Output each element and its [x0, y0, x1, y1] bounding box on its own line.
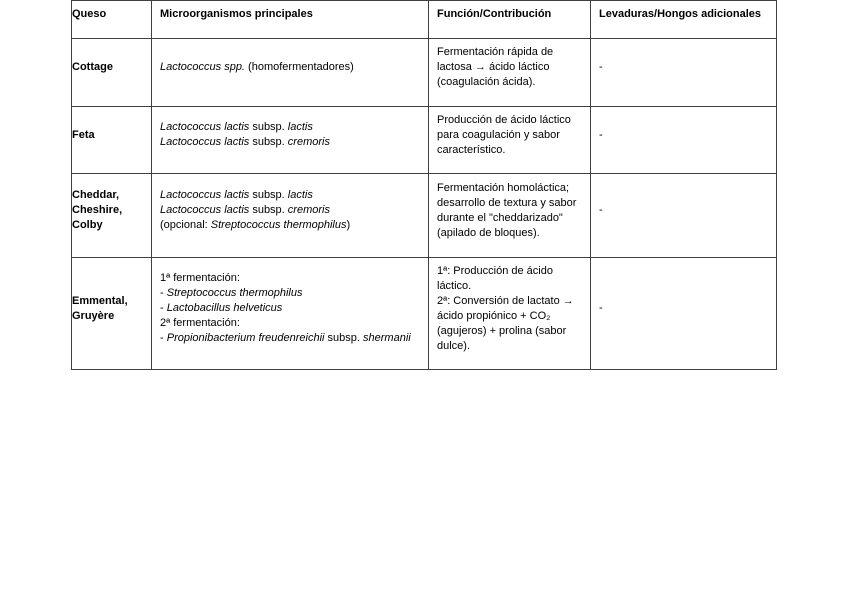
species-name: Lactococcus spp.	[160, 61, 245, 73]
microorganism-line	[160, 135, 420, 150]
function-line: desarrollo de textura y sabor	[437, 196, 577, 209]
cheese-name: Cottage	[72, 61, 113, 73]
microorganism-line	[160, 218, 420, 233]
cheese-name: Cheshire,	[72, 204, 123, 216]
microorganism-line	[160, 203, 420, 218]
function-line: 2ª: Conversión de lactato →	[437, 294, 574, 307]
function-line: (coagulación ácida).	[437, 76, 536, 88]
list-dash: -	[160, 287, 167, 299]
cheese-name: Feta	[72, 128, 95, 141]
species-name: Lactococcus lactis	[160, 121, 250, 133]
microorganism-line	[160, 301, 420, 316]
cheese-name-cell	[72, 107, 152, 174]
function-line: Fermentación homoláctica;	[437, 181, 570, 194]
function-line: (agujeros) + prolina (sabor	[437, 324, 567, 337]
microorganisms-cell	[152, 174, 429, 258]
stage-label: 1ª fermentación:	[160, 272, 240, 284]
yeasts-fungi-cell	[591, 174, 777, 258]
microorganism-line	[160, 120, 420, 135]
function-line: (apilado de bloques).	[437, 226, 540, 239]
subspecies-name: cremoris	[287, 136, 330, 148]
list-dash: -	[160, 332, 167, 344]
microorganism-line	[160, 60, 420, 75]
fermentation-stage-label	[160, 316, 420, 331]
yeasts-fungi-value: -	[599, 204, 603, 216]
subspecies-name: lactis	[287, 121, 313, 133]
species-name: Propionibacterium freudenreichii	[166, 332, 325, 344]
header-label: Función/Contribución	[437, 8, 552, 20]
cheese-name: Emmental,	[72, 294, 128, 307]
microorganism-line	[160, 331, 420, 346]
yeasts-fungi-value: -	[599, 302, 603, 314]
function-cell	[429, 107, 591, 174]
stage-label: 2ª fermentación:	[160, 317, 240, 329]
microorganism-line	[160, 188, 420, 203]
subspecies-name: lactis	[287, 189, 313, 201]
species-name: Lactococcus lactis	[160, 204, 250, 216]
cheese-name: Gruyère	[72, 309, 115, 322]
fermentation-stage-label	[160, 271, 420, 286]
function-line: Producción de ácido láctico	[437, 113, 571, 126]
optional-suffix: )	[346, 219, 351, 231]
subspecies-prefix: subsp.	[249, 121, 288, 133]
function-line: Fermentación rápida de	[437, 46, 554, 58]
yeasts-fungi-cell	[591, 39, 777, 107]
microorganisms-cell	[152, 258, 429, 370]
species-name: Streptococcus thermophilus	[166, 287, 303, 299]
yeasts-fungi-value: -	[599, 128, 603, 141]
function-line: láctico.	[437, 279, 472, 292]
function-line: lactosa → ácido láctico	[437, 61, 550, 73]
cheese-name-cell	[72, 174, 152, 258]
subspecies-name: shermanii	[363, 332, 411, 344]
function-line: dulce).	[437, 339, 471, 352]
subspecies-name: cremoris	[287, 204, 330, 216]
species-name: Lactococcus lactis	[160, 136, 250, 148]
header-label: Queso	[72, 8, 107, 20]
function-line: para coagulación y sabor	[437, 128, 560, 141]
microorganism-note: (homofermentadores)	[245, 61, 354, 73]
cheese-name: Cheddar,	[72, 189, 120, 201]
species-name: Lactobacillus helveticus	[166, 302, 283, 314]
list-dash: -	[160, 302, 167, 314]
function-line: durante el "cheddarizado"	[437, 211, 563, 224]
header-label: Microorganismos principales	[160, 8, 313, 20]
cheese-name: Colby	[72, 219, 103, 231]
microorganisms-cell	[152, 107, 429, 174]
microorganisms-cell	[152, 39, 429, 107]
header-label: Levaduras/Hongos adicionales	[599, 8, 761, 20]
optional-prefix: (opcional:	[160, 219, 211, 231]
subspecies-prefix: subsp.	[324, 332, 364, 344]
header-cell-microorganismos	[152, 1, 429, 39]
microorganism-line	[160, 286, 420, 301]
cheese-microorganisms-table	[71, 0, 777, 370]
function-line: ácido propiónico + CO₂	[437, 309, 551, 322]
cheese-name-cell	[72, 258, 152, 370]
header-cell-levaduras	[591, 1, 777, 39]
header-cell-funcion	[429, 1, 591, 39]
subspecies-prefix: subsp.	[249, 136, 288, 148]
function-cell	[429, 258, 591, 370]
yeasts-fungi-cell	[591, 107, 777, 174]
subspecies-prefix: subsp.	[249, 204, 288, 216]
header-cell-queso	[72, 1, 152, 39]
function-cell	[429, 174, 591, 258]
species-name: Lactococcus lactis	[160, 189, 250, 201]
function-line: 1ª: Producción de ácido	[437, 264, 553, 277]
species-name: Streptococcus thermophilus	[210, 219, 347, 231]
function-line: característico.	[437, 143, 506, 156]
yeasts-fungi-value: -	[599, 61, 603, 73]
yeasts-fungi-cell	[591, 258, 777, 370]
subspecies-prefix: subsp.	[249, 189, 288, 201]
function-cell	[429, 39, 591, 107]
cheese-name-cell	[72, 39, 152, 107]
